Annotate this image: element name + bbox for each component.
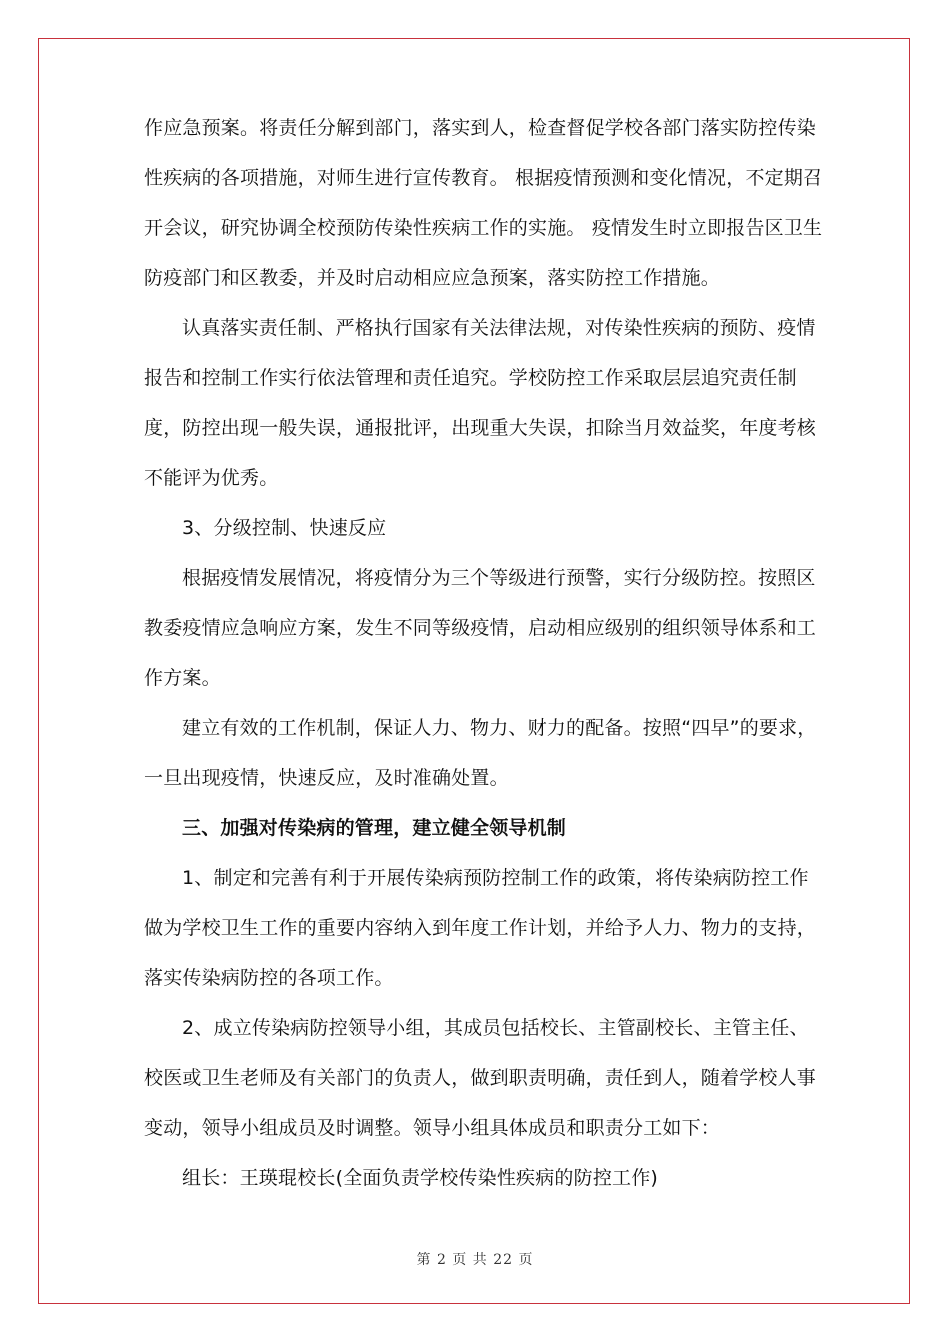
- text-line: 防疫部门和区教委，并及时启动相应应急预案，落实防控工作措施。: [144, 267, 721, 289]
- text-line: 一旦出现疫情，快速反应，及时准确处置。: [144, 767, 509, 789]
- text-line: 落实传染病防控的各项工作。: [144, 967, 394, 989]
- subsection-heading: 3、分级控制、快速反应: [182, 517, 387, 539]
- paragraph-first-line: 2、成立传染病防控领导小组，其成员包括校长、主管副校长、主管主任、: [182, 1017, 809, 1039]
- text-line: 作方案。: [144, 667, 221, 689]
- paragraph-first-line: 建立有效的工作机制，保证人力、物力、财力的配备。按照“四早”的要求，: [182, 717, 817, 739]
- text-line: 做为学校卫生工作的重要内容纳入到年度工作计划，并给予人力、物力的支持，: [144, 917, 817, 939]
- text-line: 性疾病的各项措施，对师生进行宣传教育。 根据疫情预测和变化情况，不定期召: [144, 167, 823, 189]
- text-line: 不能评为优秀。: [144, 467, 279, 489]
- paragraph-first-line: 组长：王瑛琨校长(全面负责学校传染性疾病的防控工作): [182, 1167, 659, 1189]
- paragraph-first-line: 1、制定和完善有利于开展传染病预防控制工作的政策，将传染病防控工作: [182, 867, 809, 889]
- document-body: [144, 116, 823, 1216]
- text-line: 开会议，研究协调全校预防传染性疾病工作的实施。 疫情发生时立即报告区卫生: [144, 217, 823, 239]
- paragraph-first-line: 认真落实责任制、严格执行国家有关法律法规，对传染性疾病的预防、疫情: [182, 317, 816, 339]
- text-line: 报告和控制工作实行依法管理和责任追究。学校防控工作采取层层追究责任制: [144, 367, 797, 389]
- text-line: 变动，领导小组成员及时调整。领导小组具体成员和职责分工如下：: [144, 1117, 721, 1139]
- section-heading: 三、加强对传染病的管理，建立健全领导机制: [182, 817, 567, 839]
- paragraph-first-line: 根据疫情发展情况，将疫情分为三个等级进行预警，实行分级防控。按照区: [182, 567, 816, 589]
- text-line: 度，防控出现一般失误，通报批评，出现重大失误，扣除当月效益奖，年度考核: [144, 417, 817, 439]
- text-line: 校医或卫生老师及有关部门的负责人，做到职责明确，责任到人，随着学校人事: [144, 1067, 817, 1089]
- page-number-footer: 第 2 页 共 22 页: [416, 1252, 534, 1268]
- text-line: 作应急预案。将责任分解到部门，落实到人，检查督促学校各部门落实防控传染: [144, 117, 817, 139]
- text-line: 教委疫情应急响应方案，发生不同等级疫情，启动相应级别的组织领导体系和工: [144, 617, 817, 639]
